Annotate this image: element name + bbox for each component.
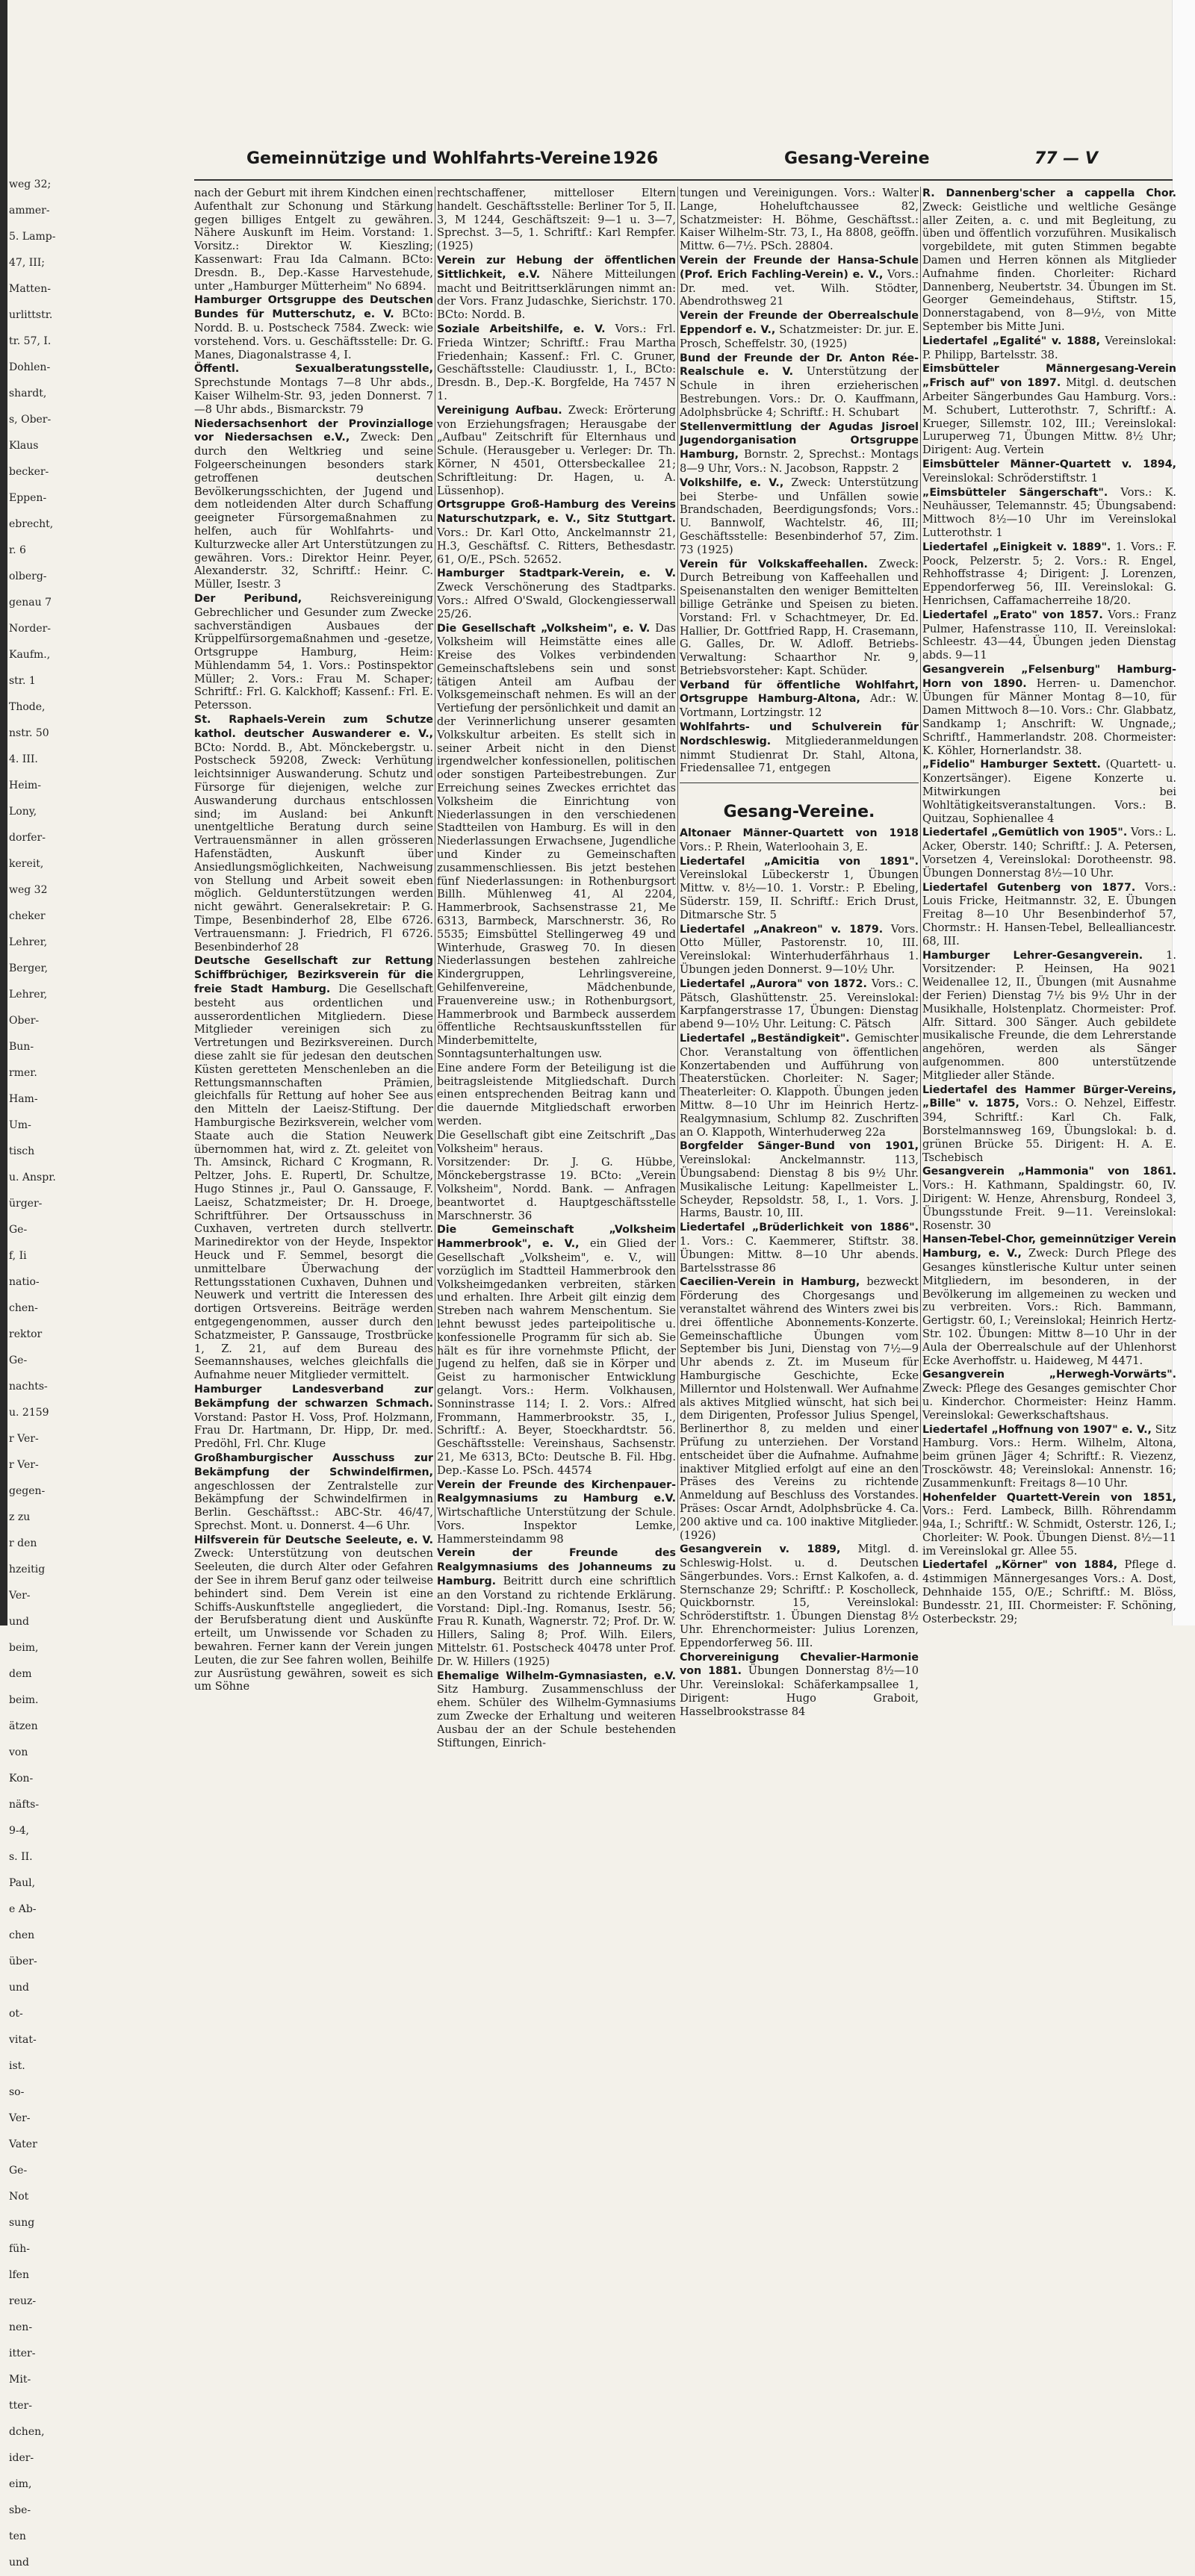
entry-text: Mitgl. d. Schleswig-Holst. u. d. Deutschen Sängerbundes. Vors.: Ernst Kalkofen, a. d. Sternschanze 29; Schriftf.: P. Koscholleck, Quickbornstr. 15, Vereinslokal: Schröderstiftstr. 1. Übungen Dienstag 8½ Uhr. Ehrenchormeister: Julius Lorenzen, Eppendorferweg 56. III. bbox=[680, 1543, 919, 1649]
entry-title: Liedertafel „Aurora" von 1872. bbox=[680, 977, 867, 990]
margin-fragment: Lony, bbox=[9, 806, 37, 818]
entry-title: Großhamburgischer Ausschuss zur Bekämpfung der Schwindelfirmen, bbox=[194, 1452, 433, 1478]
margin-fragment: reuz- bbox=[9, 2295, 37, 2307]
directory-entry bbox=[922, 826, 1176, 880]
directory-entry bbox=[680, 352, 919, 420]
margin-fragment: Norder- bbox=[9, 623, 52, 635]
directory-entry bbox=[680, 721, 919, 775]
entry-text: Vors.: H. Kathmann, Spaldingstr. 60, IV. Dirigent: W. Henze, Ahrensburg, Rondeel 3, Übungsstunde Freit. 9—11. Vereinslokal: Rosenstr. 30 bbox=[922, 1179, 1176, 1232]
margin-fragment: ist. bbox=[9, 2060, 25, 2072]
margin-fragment: ot- bbox=[9, 2008, 23, 2020]
directory-entry bbox=[194, 362, 433, 416]
margin-fragment: eim, bbox=[9, 2478, 32, 2490]
entry-text: Zweck: Erörterung von Erziehungsfragen; Herausgabe der „Aufbau" Zeitschrift für Elternhaus und Schule. (Herausgeber u. Verleger: Dr. Th. Körner, N 4501, Ottersbeckallee 21; Schriftleitung: Dr. Hagen, u. A. Lüssenhop). bbox=[437, 403, 677, 497]
margin-fragment: rmer. bbox=[9, 1067, 37, 1079]
margin-fragment: s. II. bbox=[9, 1851, 33, 1863]
entry-text: Pflege d. 4stimmigen Männergesanges Vors.: A. Dost, Dehnhaide 155, O/E.; Schriftf.: M. Blöss, Bundesstr. 21, III. Chormeister: F. Schöning, Osterbeckstr. 29; bbox=[922, 1558, 1177, 1625]
directory-entry bbox=[437, 187, 676, 253]
entry-title: Liedertafel „Beständigkeit". bbox=[680, 1033, 850, 1045]
directory-entry bbox=[680, 977, 919, 1031]
margin-fragment: e Ab- bbox=[9, 1903, 37, 1915]
entry-text: 1. Vors.: F. Poock, Pelzerstr. 5; 2. Vors.: R. Engel, Rehhoffstrasse 4; Dirigent: J. Lorenzen, Eppendorferweg 56, III. Vereinslokal: G. Henrichsen, Caffamacherreihe 18/20. bbox=[922, 540, 1177, 607]
margin-fragment: beim, bbox=[9, 1642, 39, 1654]
margin-fragment: weg 32 bbox=[9, 884, 48, 896]
margin-fragment: z zu bbox=[9, 1511, 31, 1523]
scan-edge-left bbox=[0, 0, 7, 1625]
directory-entry bbox=[680, 309, 919, 350]
entry-title: Hohenfelder Quartett-Verein von 1851, bbox=[922, 1491, 1176, 1504]
section-heading: Gesang-Vereine. bbox=[723, 803, 875, 822]
margin-fragment: Eppen- bbox=[9, 492, 47, 504]
margin-fragment: weg 32; bbox=[9, 178, 52, 190]
directory-entry bbox=[922, 1165, 1176, 1232]
margin-fragment: Paul, bbox=[9, 1877, 36, 1889]
margin-fragment: gegen- bbox=[9, 1485, 46, 1497]
entry-title: Verein zur Hebung der öffentlichen Sittlichkeit, e.V. bbox=[437, 254, 676, 281]
directory-entry bbox=[437, 622, 676, 1061]
margin-fragment: Ver- bbox=[9, 2112, 31, 2124]
entry-text: Das Volksheim will Heimstätte eines alle Kreise des Volkes verbindenden Gemeinschaftslebens sein und sonst tätigen Anteil am Aufbau der Volksgemeinschaft nehmen. Es will an der Vertiefung der persönlichkeit und damit an der Verinnerlichung unserer gesamten Volkskultur arbeiten. Es stellt sich in seiner Arbeit nicht in den Dienst irgendwelcher konfessionellen, politischen oder sonstigen Parteibestrebungen. Zur Erreichung seines Zweckes errichtet das Volksheim die Einrichtung von Niederlassungen in den verschiedenen Stadtteilen von Hamburg. Es will in den Niederlassungen Erwachsene, Jugendliche und Kinder zu Gemeinschaften zusammenschliessen. Bis jetzt bestehen fünf Niederlassungen: in Rothenburgsort Billh. Mühlenweg 41, Al 2204, Hammerbrook, Sachsenstrasse 21, Me 6313, Barmbeck, Marschnerstr. 36, Ro 5535; Eimsbüttel Stellingerweg 49 und Winterhude, Grasweg 70. In diesen Niederlassungen bestehen zahlreiche Kindergruppen, Lehrlingsvereine, Gehilfenvereine, Mädchenbunde, Frauenvereine usw.; in Rothenburgsort, Hammerbrook und Barmbeck ausserdem öffentliche Rechtsauskunftsstellen für Minderbemittelte, Sonntagsunterhaltungen usw. bbox=[437, 621, 677, 1060]
directory-entry bbox=[680, 1651, 919, 1719]
margin-fragment: Ge- bbox=[9, 1224, 28, 1236]
entry-text: Vors.: Franz Pulmer, Hafenstrasse 110, II. Vereinslokal: Schleestr. 43—44, Übungen jeden Dienstag abds. 9—11 bbox=[922, 608, 1176, 662]
entry-title: Verein der Freunde des Kirchenpauer-Realgymnasiums zu Hamburg e.V. bbox=[437, 1478, 676, 1505]
entry-text: Vereinslokal: Schröderstiftstr. 1 bbox=[922, 471, 1099, 485]
margin-fragment: Heim- bbox=[9, 780, 41, 791]
directory-entry bbox=[922, 486, 1176, 540]
margin-fragment: dem bbox=[9, 1668, 32, 1680]
directory-entry bbox=[680, 1221, 919, 1275]
directory-entry bbox=[680, 187, 919, 253]
entry-text: 1. Vorsitzender: P. Heinsen, Ha 9021 Weidenallee 12, II., Übungen (mit Ausnahme der Ferien) Dienstag 7½ bis 9½ Uhr in der Musikhalle, Holstenplatz. Chormeister: Prof. Alfr. Sittard. 300 Sänger. Auch gebildete musikalische Freunde, die dem Lehrerstande angehören, werden als Sänger aufgenommen. 800 unterstützende Mitglieder aller Stände. bbox=[922, 948, 1176, 1082]
margin-fragment: 9-4, bbox=[9, 1825, 29, 1837]
entry-title: Vereinigung Aufbau. bbox=[437, 404, 562, 417]
margin-fragment: Ober- bbox=[9, 1015, 40, 1027]
directory-entry bbox=[922, 1083, 1176, 1165]
entry-text: Unterstützung der Schule in ihren erzieherischen Bestrebungen. Vors.: Dr. O. Kauffmann, Adolphsbrücke 4; Schriftf.: H. Schubart bbox=[680, 365, 919, 419]
margin-fragment: Mit- bbox=[9, 2374, 31, 2386]
margin-fragment: Um- bbox=[9, 1119, 31, 1131]
directory-entry bbox=[194, 1534, 433, 1694]
margin-fragment: u. Anspr. bbox=[9, 1172, 56, 1183]
margin-fragment: sung bbox=[9, 2217, 35, 2229]
entry-title: Liedertafel „Einigkeit v. 1889". bbox=[922, 541, 1111, 553]
entry-title: Borgfelder Sänger-Bund von 1901, bbox=[680, 1140, 919, 1153]
entry-text: Gemischter Chor. Veranstaltung von öffentlichen Konzertabenden und Aufführung von Theaterstücken. Chorleiter: N. Sager; Theaterleiter: O. Klappoth. Übungen jeden Mittw. 8—10 Uhr im Heinrich Hertz-Realgymnasium, Schlump 82. Zuschriften an O. Klappoth, Winterhuderweg 22a bbox=[680, 1032, 919, 1139]
entry-title: Liedertafel „Brüderlichkeit von 1886". bbox=[680, 1222, 919, 1234]
directory-entry bbox=[437, 1223, 676, 1477]
entry-text: Zweck: Pflege des Gesanges gemischter Chor u. Kinderchor. Chormeister: Heinz Hamm. Vereinslokal: Gewerkschaftshaus. bbox=[922, 1382, 1176, 1422]
margin-fragment: chen- bbox=[9, 1302, 38, 1314]
directory-entry bbox=[680, 420, 919, 476]
entry-text: Vors.: Frl. Frieda Wintzer; Schriftf.: Frau Martha Friedenhain; Kassenf.: Frl. C. Gruner, Geschäftsstelle: Claudiusstr. 1, I., BCto: Dresdn. B., Dep.-K. Borgfelde, Ha 7457 N 1. bbox=[437, 322, 677, 402]
entry-text: Sitz Hamburg. Vors.: Herm. Wilhelm, Altona, beim grünen Jäger 4; Schriftf.: R. Viezenz, Troscköwstr. 48; Vereinslokal: Annenstr. 16; Zusammenkunft: Freitags 8—10 Uhr. bbox=[922, 1422, 1176, 1490]
margin-fragment: itter- bbox=[9, 2348, 36, 2359]
directory-entry bbox=[922, 949, 1176, 1083]
margin-fragment: ammer- bbox=[9, 205, 50, 217]
margin-fragment: u. 2159 bbox=[9, 1407, 49, 1419]
margin-fragment: Kon- bbox=[9, 1773, 34, 1785]
entry-title: Hansen-Tebel-Chor, gemeinnütziger Verein Hamburg, e. V., bbox=[922, 1233, 1176, 1260]
entry-title: Hilfsverein für Deutsche Seeleute, e. V. bbox=[194, 1534, 433, 1546]
margin-fragment: tr. 57, I. bbox=[9, 335, 52, 347]
entry-text: Vereinslokal: Anckelmannstr. 113, Übungsabend: Dienstag 8 bis 9½ Uhr. Musikalische Leitung: Kapellmeister L. Scheyder, Repsoldstr. 58, I., 1. Vors. J. Harms, Baustr. 10, III. bbox=[680, 1154, 919, 1220]
margin-fragment: Dohlen- bbox=[9, 361, 51, 373]
margin-fragment: nstr. 50 bbox=[9, 727, 49, 739]
entry-text: Nähere Mitteilungen macht und Beitrittserklärungen nimmt an: der Vors. Franz Judaschke, Sierichstr. 170. BCto: Nordd. B. bbox=[437, 267, 676, 322]
entry-title: Die Gesellschaft „Volksheim", e. V. bbox=[437, 622, 651, 635]
margin-fragment: so- bbox=[9, 2086, 25, 2098]
margin-fragment: tter- bbox=[9, 2400, 32, 2412]
directory-entry bbox=[437, 567, 676, 620]
margin-fragment: chen bbox=[9, 1929, 35, 1941]
directory-entry bbox=[437, 1062, 676, 1128]
entry-title: Gesangverein „Hammonia" von 1861. bbox=[922, 1166, 1176, 1178]
entry-title: Deutsche Gesellschaft zur Rettung Schiffbrüchiger, Bezirksverein für die freie Stadt Hamburg. bbox=[194, 955, 433, 996]
entry-text: 1. Vors.: C. Kaemmerer, Stiftstr. 38. Übungen: Mittw. 8—10 Uhr abends. Bartelsstrasse 86 bbox=[680, 1234, 919, 1275]
margin-fragment: lfen bbox=[9, 2269, 29, 2281]
directory-entry bbox=[922, 187, 1176, 334]
margin-fragment: rektor bbox=[9, 1328, 43, 1340]
entry-text: Herren- u. Damenchor. Übungen für Männer Montag 8—10, für Damen Mittwoch 8—10. Vors.: Chr. Glabbatz, Sandkamp 1; Anschrift: W. Ungnade,; Schriftf., Hammerlandstr. 208. Chormeister: K. Köhler, Hornerlandstr. 38. bbox=[922, 676, 1177, 757]
directory-entry bbox=[437, 1129, 676, 1156]
entry-text: Wirtschaftliche Unterstützung der Schule. Vors. Inspektor Lemke, Hammersteindamm 98 bbox=[437, 1506, 676, 1546]
entry-title: Liedertafel „Amicitia von 1891". bbox=[680, 855, 919, 868]
column-4 bbox=[922, 187, 1177, 1625]
entry-title: Altonaer Männer-Quartett von 1918 bbox=[680, 827, 919, 840]
margin-fragment: becker- bbox=[9, 466, 49, 478]
margin-fragment: kereit, bbox=[9, 858, 44, 870]
margin-fragment: cheker bbox=[9, 910, 46, 922]
entry-title: Verein der Freunde des Realgymnasiums des Johanneums zu Hamburg. bbox=[437, 1547, 676, 1588]
directory-entry bbox=[680, 1275, 919, 1542]
margin-fragment: f, Ii bbox=[9, 1250, 27, 1262]
margin-fragment: str. 1 bbox=[9, 675, 36, 687]
margin-fragment: ebrecht, bbox=[9, 518, 54, 530]
margin-fragment: nachts- bbox=[9, 1381, 48, 1393]
entry-title: Verein der Freunde der Hansa-Schule (Prof. Erich Fachling-Verein) e. V., bbox=[680, 254, 919, 281]
entry-text: Vors. Otto Müller, Pastorenstr. 10, III. Vereinslokal: Winterhuderfährhaus 1. Übungen jeden Donnerst. 9—10½ Uhr. bbox=[680, 922, 919, 977]
entry-title: Stellenvermittlung der Agudas Jisroel Jugendorganisation Ortsgruppe Hamburg, bbox=[680, 420, 919, 461]
header-right: Gesang-Vereine bbox=[784, 149, 930, 168]
column-divider bbox=[920, 187, 921, 1531]
margin-fragment: olberg- bbox=[9, 570, 47, 582]
entry-title: Gesangverein „Herwegh-Vorwärts". bbox=[922, 1369, 1176, 1381]
entry-title: „Eimsbütteler Sängerschaft". bbox=[922, 486, 1108, 499]
directory-entry bbox=[922, 1423, 1176, 1490]
entry-text: Sprechstunde Montags 7—8 Uhr abds., Kaiser Wilhelm-Str. 93, jeden Donnerst. 7—8 Uhr abds., Bismarckstr. 79 bbox=[194, 376, 433, 416]
entry-text: Vors.: Ferd. Lambeck, Billh. Röhrendamm 94a, I.; Schriftf.: W. Schmidt, Osterstr. 126, I.; Chorleiter: W. Pook. Übungen Dienst. 8½—11 im Vereinslokal gr. Allee 55. bbox=[922, 1505, 1176, 1558]
entry-text: Vors.: Dr. Karl Otto, Anckelmannstr 21, H.3, Geschäftsf. C. Ritters, Bethesdastr. 61, O/E., PSch. 52652. bbox=[437, 526, 676, 566]
margin-fragment: näfts- bbox=[9, 1799, 40, 1811]
margin-fragment: über- bbox=[9, 1956, 37, 1967]
margin-fragment: Ham- bbox=[9, 1093, 38, 1105]
directory-entry bbox=[194, 1452, 433, 1533]
margin-fragment: 5. Lamp- bbox=[9, 231, 56, 243]
entry-text: Vereinslokal Lübeckerstr 1, Übungen Mittw. v. 8½—10. 1. Vorstr.: P. Ebeling, Süderstr. 159, II. Schriftf.: Erich Drust, Ditmarsche Str. 5 bbox=[680, 868, 919, 921]
entry-text: Bornstr. 2, Sprechst.: Montags 8—9 Uhr, Vors.: N. Jacobson, Rappstr. 2 bbox=[680, 448, 919, 475]
entry-text: Vors.: O. Nehzel, Eiffestr. 394, Schriftf.: Karl Ch. Falk, Borstelmannsweg 169, Übungslokal: b. d. grünen Brücke 55. Dirigent: H. A. E. Tschebisch bbox=[922, 1097, 1177, 1164]
entry-text: nach der Geburt mit ihrem Kindchen einen Aufenthalt zur Schonung und Stärkung gegen billiges Entgelt zu gewähren. Nähere Auskunft im Heim. Vorstand: 1. Vorsitz.: Direktor W. Kieszling; Kassenwart: Frau Ida Calmann. BCto: Dresdn. B., Dep.-Kasse Harvestehude, unter „Hamburger Mütterheim" No 6894. bbox=[194, 187, 433, 293]
directory-entry bbox=[922, 881, 1176, 948]
entry-text: Eine andere Form der Beteiligung ist die beitragsleistende Mitgliedschaft. Durch einen entsprechenden Beitrag kann und die dauernde Mitgliedschaft erworben werden. bbox=[437, 1061, 676, 1127]
entry-title: Wohlfahrts- und Schulverein für Nordschleswig. bbox=[680, 721, 919, 747]
margin-fragment: Ge- bbox=[9, 2165, 28, 2177]
directory-entry bbox=[922, 335, 1176, 362]
entry-text: BCto: Nordd. B. u. Postscheck 7584. Zweck: wie vorstehend. Vors. u. Geschäftsstelle: Dr. G. Manes, Diagonalstrasse 4, I. bbox=[194, 308, 433, 361]
entry-title: R. Dannenberg'scher a cappella Chor. bbox=[922, 187, 1176, 199]
page-number: 77 — V bbox=[1034, 149, 1098, 168]
margin-fragment: von bbox=[9, 1746, 28, 1758]
entry-title: „Fidelio" Hamburger Sextett. bbox=[922, 759, 1101, 771]
directory-entry bbox=[922, 541, 1176, 608]
directory-entry bbox=[194, 713, 433, 953]
margin-fragment: vitat- bbox=[9, 2034, 37, 2046]
directory-entry bbox=[922, 663, 1176, 758]
directory-entry bbox=[680, 679, 919, 720]
directory-entry bbox=[680, 923, 919, 977]
entry-text: Adr.: W. Vortmann, Lortzingstr. 12 bbox=[680, 692, 919, 720]
header-year: 1926 bbox=[612, 149, 659, 168]
margin-fragment: r. 6 bbox=[9, 544, 26, 556]
margin-fragment: Not bbox=[9, 2191, 29, 2203]
entry-title: Liedertafel „Erato" von 1857. bbox=[922, 609, 1103, 621]
entry-title: Liedertafel „Körner" von 1884, bbox=[922, 1559, 1118, 1572]
entry-text: Mitgl. d. deutschen Arbeiter Sängerbundes Gau Hamburg. Vors.: M. Schubert, Lutterothstr. 7, Schriftf.: A. Krueger, Sillemstr. 102, III.; Vereinslokal: Luruperweg 71, Übungen Mittw. 8½ Uhr; Dirigent: Aug. Vertein bbox=[922, 376, 1177, 457]
header-rule bbox=[194, 179, 1173, 181]
entry-text: Reichsvereinigung Gebrechlicher und Gesunder zum Zwecke sachverständigen Ausbaues der Krüppelfürsorgemaßnahmen und -gesetze, Ortsgruppe Hamburg, Heim: Mühlendamm 54, 1. Vors.: Postinspektor Müller; 2. Vors.: Frau M. Schaper; Schriftf.: Frl. G. Kalckhoff; Kassenf.: Frl. E. Petersson. bbox=[194, 591, 433, 712]
directory-entry bbox=[922, 1233, 1176, 1367]
entry-title: Gesangverein „Felsenburg" Hamburg-Horn von 1890. bbox=[922, 663, 1176, 690]
entry-text: rechtschaffener, mittelloser Eltern handelt. Geschäftsstelle: Berliner Tor 5, II. 3, M 1244, Geschäftszeit: 9—1 u. 3—7, Sprechst. 3—5, 1. Schriftf.: Karl Rempfer. (1925) bbox=[437, 187, 676, 253]
directory-entry bbox=[437, 1156, 676, 1222]
entry-text: Zweck: Geistliche und weltliche Gesänge aller Zeiten, a. c. und mit Begleitung, zu üben und öffentlich vorzuführen. Musikalisch vorgebildete, mit guten Stimmen begabte Damen und Herren können als Mitglieder Aufnahme finden. Chorleiter: Richard Dannenberg, Neubertstr. 34. Übungen im St. Georger Gemeindehaus, Stiftstr. 15, Donnerstagabend, von 8—9½, von Mitte September bis Mitte Juni. bbox=[922, 200, 1176, 333]
entry-title: Verein für Volkskaffeehallen. bbox=[680, 558, 868, 570]
entry-text: ein Glied der Gesellschaft „Volksheim", e. V., will vorzüglich im Stadtteil Hammerbrook den Volksheimgedanken verbreiten, stärken und erhalten. Ihre Arbeit gilt einzig dem Streben nach wahrem Menschentum. Sie lehnt bewusst jedes parteipolitische u. konfessionelle Programm für sich ab. Sie hält es für ihre vornehmste Pflicht, der Jugend zu helfen, daß sie in Körper und Geist zu harmonischer Entwicklung gelangt. Vors.: Herm. Volkhausen, Sonninstrasse 114; I. 2. Vors.: Alfred Frommann, Hammerbrookstr. 35, I., Schriftf.: A. Beyer, Stoeckhardtstr. 56. Geschäftsstelle: Vereinshaus, Sachsenstr. 21, Me 6313, BCto: Deutsche B. Fil. Hbg. Dep.-Kasse Lo. PSch. 44574 bbox=[437, 1237, 676, 1477]
margin-fragment: und bbox=[9, 2557, 29, 2569]
page-header bbox=[246, 149, 1158, 179]
directory-entry bbox=[680, 855, 919, 922]
entry-text: Die Gesellschaft besteht aus ordentlichen und ausserordentlichen Mitgliedern. Diese Mitglieder vereinigen sich zu Vertretungen und Bezirksvereinen. Durch diese zahlt sie für jedesan den deutschen Küsten geretteten Menschenleben an die Rettungsmannschaften Prämien, gleichfalls für Rettung auf hoher See aus den Mitteln der Laeisz-Stiftung. Der Hamburgische Bezirksverein, welcher vom Staate auch die Station Neuwerk übernommen hat, wird z. Zt. geleitet von Th. Amsinck, Richard C Krogmann, R. Peltzer, Johs. E. Rupertl, Dr. Schultze, Hugo Stinnes jr., Paul O. Ganssauge, F. Laeisz, Schatzmeister; Dr. H. Droege, Schriftführer. Der Ortsausschuss in Cuxhaven, vertreten durch stellvertr. Marinedirektor von der Heyde, Inspektor Heuck und F. Semmel, besorgt die unmittelbare Überwachung der Rettungsstationen Cuxhaven, Duhnen und Neuwerk und vertritt die Interessen des dortigen Ortsvereins. Beiträge werden entgegengenommen, ausser durch den Schatzmeister, P. Ganssauge, Trostbrücke 1, Z. 21, auf dem Bureau des Seemannshauses, welches gleichfalls die Aufnahme neuer Mitglieder vermittelt. bbox=[194, 983, 433, 1382]
margin-fragment: Bun- bbox=[9, 1041, 34, 1053]
margin-fragment: füh- bbox=[9, 2243, 30, 2255]
header-left: Gemeinnützige und Wohlfahrts-Vereine bbox=[246, 149, 611, 168]
entry-title: Hamburger Lehrer-Gesangverein. bbox=[922, 949, 1143, 962]
margin-fragment: Lehrer, bbox=[9, 989, 48, 1001]
entry-text: (Quartett- u. Konzertsänger). Eigene Konzerte u. Mitwirkungen bei Wohltätigkeitsveranstaltungen. Vors.: B. Quitzau, Sophienallee 4 bbox=[922, 758, 1177, 825]
entry-text: Vors.: L. Acker, Oberstr. 140; Schriftf.: J. A. Petersen, Vorsetzen 4, Vereinslokal: Dorotheenstr. 98. Übungen Donnerstag 8½—10 Uhr. bbox=[922, 826, 1176, 880]
directory-entry bbox=[437, 404, 676, 498]
directory-entry bbox=[680, 558, 919, 678]
column-2 bbox=[437, 187, 677, 1749]
margin-fragment: ürger- bbox=[9, 1198, 43, 1210]
entry-text: Schatzmeister: Dr. jur. E. Prosch, Scheffelstr. 30, (1925) bbox=[680, 323, 919, 350]
directory-entry bbox=[437, 323, 676, 403]
entry-text: Vereinslokal: P. Philipp, Bartelsstr. 38. bbox=[922, 334, 1176, 361]
margin-fragment: beim. bbox=[9, 1694, 39, 1706]
column-divider bbox=[677, 187, 678, 1531]
entry-text: Vorstand: Pastor H. Voss, Prof. Holzmann, Frau Dr. Hartmann, Dr. Hipp, Dr. med. Predöhl, Frl. Chr. Kluge bbox=[194, 1410, 433, 1451]
margin-fragment: tisch bbox=[9, 1145, 35, 1157]
entry-text: Vors.: Louis Fricke, Heitmannstr. 32, E. Übungen Freitag 8—10 Uhr Besenbinderhof 57, Chormstr.: H. Hansen-Tebel, Bellealliancestr. 68, III. bbox=[922, 880, 1176, 948]
entry-text: Mitgliederanmeldungen nimmt Studienrat Dr. Stahl, Altona, Friedensallee 71, entgegen bbox=[680, 734, 919, 775]
entry-text: angeschlossen der Zentralstelle zur Bekämpfung der Schwindelfirmen in Berlin. Geschäftsst.: ABC-Str. 46/47, Sprechst. Mont. u. Donnerst. 4—6 Uhr. bbox=[194, 1479, 433, 1532]
margin-fragment: nen- bbox=[9, 2321, 33, 2333]
entry-title: Soziale Arbeitshilfe, e. V. bbox=[437, 323, 606, 335]
entry-title: Volkshilfe, e. V., bbox=[680, 476, 784, 489]
margin-fragment: r Ver- bbox=[9, 1459, 39, 1471]
entry-title: Verband für öffentliche Wohlfahrt, Ortsgruppe Hamburg-Altona, bbox=[680, 679, 919, 706]
directory-entry bbox=[194, 417, 433, 591]
margin-fragment: natio- bbox=[9, 1276, 40, 1288]
entry-title: Ortsgruppe Groß-Hamburg des Vereins Naturschutzpark, e. V., Sitz Stuttgart. bbox=[437, 499, 676, 526]
entry-title: Liedertafel „Hoffnung von 1907" e. V., bbox=[922, 1423, 1152, 1436]
directory-entry bbox=[922, 1491, 1176, 1558]
directory-entry bbox=[680, 827, 919, 854]
margin-fragment: hzeitig bbox=[9, 1564, 46, 1575]
entry-text: bezweckt Förderung des Chorgesangs und veranstaltet während des Winters zwei bis drei öffentliche Abonnements-Konzerte. Gemeinschaftliche Übungen vom September bis Juni, Dienstag von 7½—9 Uhr abends z. Zt. im Museum für Hamburgische Geschichte, Ecke Millerntor und Holstenwall. Wer Aufnahme als aktives Mitglied wünscht, hat sich bei dem Dirigenten, Professor Julius Spengel, Berlinerthor 8, zu melden und einer Prüfung zu unterziehen. Der Vorstand entscheidet über die Aufnahme. Aufnahme inaktiver Mitglied erfolgt auf eine an den Präses des Vereins zu richtende Anmeldung auf Beschluss des Vorstandes. Präses: Oscar Arndt, Adolphsbrücke 4. Ca. 200 aktive und ca. 100 inaktive Mitglieder. (1926) bbox=[680, 1275, 919, 1542]
directory-entry bbox=[922, 1368, 1176, 1422]
margin-fragment: dchen, bbox=[9, 2426, 45, 2438]
entry-title: Niedersachsenhort der Provinzialloge vor Niedersachsen e.V., bbox=[194, 417, 433, 444]
directory-entry bbox=[922, 458, 1176, 485]
entry-text: Zweck: Den durch den Weltkrieg und seine Folgeerscheinungen besonders stark getroffenen deutschen Bevölkerungsschichten, der Jugend und dem notleidenden Alter durch Schaffung geeigneter Fürsorgemaßnahmen zu helfen, auch für Wohlfahrts- und Kulturzwecke aller Art Unterstützungen zu gewähren. Vors.: Direktor Heinr. Peyer, Alexanderstr. 32, Schriftf.: Heinr. C. Müller, Isestr. 3 bbox=[194, 431, 433, 591]
entry-text: Übungen Donnerstag 8½—10 Uhr. Vereinslokal: Schäferkampsallee 1, Dirigent: Hugo Graboit, Hasselbrookstrasse 84 bbox=[680, 1664, 919, 1718]
directory-entry bbox=[680, 1139, 919, 1220]
entry-title: Die Gemeinschaft „Volksheim Hammerbrook", e. V., bbox=[437, 1224, 676, 1251]
margin-fragment: 4. III. bbox=[9, 753, 38, 765]
entry-text: Vors.: K. Neuhäusser, Telemannstr. 45; Übungsabend: Mittwoch 8½—10 Uhr im Vereinslokal Lutterothstr. 1 bbox=[922, 485, 1176, 539]
directory-entry bbox=[437, 498, 676, 566]
entry-text: Sitz Hamburg. Zusammenschluss der ehem. Schüler des Wilhelm-Gymnasiums zum Zwecke der Erhaltung und weiteren Ausbau der an der Schule bestehenden Stiftungen, Einrich- bbox=[437, 1683, 676, 1749]
directory-entry bbox=[680, 476, 919, 557]
entry-title: Hamburger Ortsgruppe des Deutschen Bundes für Mutterschutz, e. V. bbox=[194, 294, 433, 321]
directory-entry bbox=[437, 1546, 676, 1668]
column-3 bbox=[680, 187, 919, 1718]
margin-fragment: genau 7 bbox=[9, 597, 52, 609]
directory-entry bbox=[437, 254, 676, 322]
margin-fragment: r den bbox=[9, 1537, 37, 1549]
margin-fragment: urlittstr. bbox=[9, 309, 53, 321]
margin-fragment: und bbox=[9, 1616, 29, 1628]
margin-fragment: s, Ober- bbox=[9, 414, 52, 426]
entry-text: Zweck: Durch Pflege des Gesanges künstlerische Kultur unter seinen Mitgliedern, im besonderen, in der Bevölkerung im allgemeinen zu wecken und zu verbreiten. Vors.: Rich. Bammann, Gertigstr. 60, I.; Vereinslokal; Heinrich Hertz-Str. 102. Übungen: Mittw 8—10 Uhr in der Aula der Oberrealschule auf der Uhlenhorst Ecke Averhoffstr. u. Haideweg, M 4471. bbox=[922, 1247, 1176, 1367]
entry-title: Liedertafel „Anakreon" v. 1879. bbox=[680, 923, 884, 936]
entry-title: Caecilien-Verein in Hamburg, bbox=[680, 1276, 860, 1289]
margin-fragment: Ver- bbox=[9, 1590, 31, 1602]
directory-entry bbox=[922, 609, 1176, 662]
directory-entry bbox=[437, 1478, 676, 1546]
margin-fragment: und bbox=[9, 1982, 29, 1994]
margin-fragment: ten bbox=[9, 2530, 26, 2542]
margin-fragment: 47, III; bbox=[9, 257, 46, 269]
entry-text: Vors.: P. Rhein, Waterloohain 3, E. bbox=[680, 840, 868, 853]
margin-fragment: Vater bbox=[9, 2138, 37, 2150]
margin-fragment: Lehrer, bbox=[9, 936, 48, 948]
directory-entry bbox=[437, 1670, 676, 1750]
directory-entry bbox=[194, 954, 433, 1382]
margin-fragment: shardt, bbox=[9, 388, 47, 399]
entry-title: Gesangverein v. 1889, bbox=[680, 1543, 841, 1556]
entry-text: Die Gesellschaft gibt eine Zeitschrift „Das Volksheim" heraus. bbox=[437, 1128, 676, 1155]
entry-text: Vors.: Dr. med. vet. Wilh. Stödter, Abendrothsweg 21 bbox=[680, 267, 919, 308]
entry-text: Vorsitzender: Dr. J. G. Hübbe, Mönckebergstrasse 19. BCto: „Verein Volksheim", Nordd. Bank. — Anfragen beantwortet d. Hauptgeschäftsstelle Marschnerstr. 36 bbox=[437, 1156, 676, 1222]
entry-title: Hamburger Stadtpark-Verein, e. V. bbox=[437, 567, 676, 580]
entry-text: BCto: Nordd. B., Abt. Mönckebergstr. u. Postscheck 59208, Zweck: Verhütung leichtsinniger Auswanderung. Schutz und Fürsorge für diejenigen, welche zur Auswanderung durchaus entschlossen sind; im Ausland: bei Ankunft unentgeltliche Beratung durch seine Vertrauensmänner in allen grösseren Hafenstädten, Auskunft über Ansiedlungsmöglichkeiten, Nachweisung von Stellung und Arbeit soweit eben möglich. Geldunterstützungen werden nicht gewährt. Generalsekretair: P. G. Timpe, Besenbinderhof 28, Elbe 6726. Vertrauensmann: J. Friedrich, Fl 6726. Besenbinderhof 28 bbox=[194, 741, 433, 953]
directory-entry bbox=[680, 254, 919, 308]
margin-fragment: dorfer- bbox=[9, 832, 46, 844]
entry-title: Der Peribund, bbox=[194, 592, 302, 605]
column-1 bbox=[194, 187, 433, 1693]
margin-fragment: Berger, bbox=[9, 962, 49, 974]
directory-entry bbox=[922, 362, 1176, 457]
entry-text: tungen und Vereinigungen. Vors.: Walter Lange, Hoheluftchaussee 82, Schatzmeister: H. Böhme, Geschäftsst.: Kaiser Wilhelm-Str. 73, I., Ha 8808, geöffn. Mittw. 6—7½. PSch. 28804. bbox=[680, 187, 919, 253]
entry-text: Zweck: Unterstützung bei Sterbe- und Unfällen sowie Brandschaden, Beerdigungsfonds; Vors.: U. Bannwolf, Wachtelstr. 46, III; Geschäftsstelle: Besenbinderhof 57, Zim. 73 (1925) bbox=[680, 476, 919, 556]
margin-fragment: Thode, bbox=[9, 701, 46, 713]
margin-fragment: Klaus bbox=[9, 440, 39, 452]
entry-title: Liedertafel „Gemütlich von 1905". bbox=[922, 827, 1128, 839]
margin-fragment: Matten- bbox=[9, 283, 51, 295]
entry-title: Bund der Freunde der Dr. Anton Rée-Realschule e. V. bbox=[680, 352, 919, 379]
directory-entry bbox=[194, 592, 433, 712]
margin-fragment: sbe- bbox=[9, 2504, 31, 2516]
entry-title: Liedertafel Gutenberg von 1877. bbox=[922, 881, 1136, 894]
entry-text: Zweck: Durch Betreibung von Kaffeehallen und Speisenanstalten den weniger Bemittelten billige Getränke und Speisen zu bieten. Vorstand: Frl. v Schachtmeyer, Dr. Ed. Hallier, Dr. Gottfried Rapp, H. Crasemann, G. Galles, Dr. W. Adloff. Betriebs-Verwaltung: Schaarthor Nr. 9, Betriebsvorsteher: Kapt. Schüder. bbox=[680, 557, 919, 677]
facing-page-fragment bbox=[9, 172, 69, 2576]
entry-title: St. Raphaels-Verein zum Schutze kathol. deutscher Auswanderer e. V., bbox=[194, 714, 433, 740]
entry-text: Zweck Verschönerung des Stadtparks. Vors.: Alfred O'Swald, Glockengiesserwall 25/26. bbox=[437, 581, 676, 620]
entry-title: Ehemalige Wilhelm-Gymnasiasten, e.V. bbox=[437, 1670, 676, 1682]
entry-text: Vors.: C. Pätsch, Glashüttenstr. 25. Vereinslokal: Karpfangerstrasse 17, Übungen: Dienstag abend 9—10½ Uhr. Leitung: C. Pätsch bbox=[680, 977, 919, 1031]
entry-title: Eimsbütteler Männergesang-Verein „Frisch auf" von 1897. bbox=[922, 363, 1176, 390]
entry-title: Öffentl. Sexualberatungsstelle, bbox=[194, 363, 433, 376]
directory-entry bbox=[922, 758, 1176, 825]
directory-entry bbox=[194, 187, 433, 293]
margin-fragment: Kaufm., bbox=[9, 649, 51, 661]
entry-text: Beitritt durch eine schriftlich an den Vorstand zu richtende Erklärung. Vorstand: Dipl.-Ing. Romanus, Isestr. 56; Frau R. Kunath, Wagnerstr. 72; Prof. Dr. W. Hillers, Saling 8; Prof. Wilh. Eilers, Mittelstr. 61. Postscheck 40478 unter Prof. Dr. W. Hillers (1925) bbox=[437, 1575, 676, 1668]
margin-fragment: ätzen bbox=[9, 1720, 38, 1732]
margin-fragment: ider- bbox=[9, 2452, 34, 2464]
entry-title: Eimsbütteler Männer-Quartett v. 1894, bbox=[922, 458, 1176, 470]
entry-title: Hamburger Landesverband zur Bekämpfung der schwarzen Schmach. bbox=[194, 1383, 433, 1410]
entry-title: Liedertafel „Egalité" v. 1888, bbox=[922, 335, 1101, 347]
directory-entry bbox=[194, 293, 433, 361]
directory-entry bbox=[680, 1032, 919, 1139]
directory-entry bbox=[194, 1383, 433, 1451]
directory-entry bbox=[922, 1558, 1176, 1625]
entry-text: Zweck: Unterstützung von deutschen Seeleuten, die durch Alter oder Gefahren der See in ihrem Beruf ganz oder teilweise behindert sind. Dem Verein ist eine Schiffs-Auskunftstelle angegliedert, die der Berufsberatung dient und Auskünfte erteilt, um Unwissende vor Schaden zu bewahren. Ferner kann der Verein jungen Leuten, die zur See fahren wollen, Beihilfe zur Ausrüstung gewähren, soweit es sich um Söhne bbox=[194, 1547, 433, 1693]
margin-fragment: Ge- bbox=[9, 1354, 28, 1366]
entry-title: Verein der Freunde der Oberrealschule Eppendorf e. V., bbox=[680, 310, 919, 336]
entry-title: Liedertafel des Hammer Bürger-Vereins, „Bille" v. 1875, bbox=[922, 1083, 1176, 1110]
margin-fragment: r Ver- bbox=[9, 1433, 39, 1445]
directory-entry bbox=[680, 1543, 919, 1649]
entry-title: Chorvereinigung Chevalier-Harmonie von 1881. bbox=[680, 1651, 919, 1678]
